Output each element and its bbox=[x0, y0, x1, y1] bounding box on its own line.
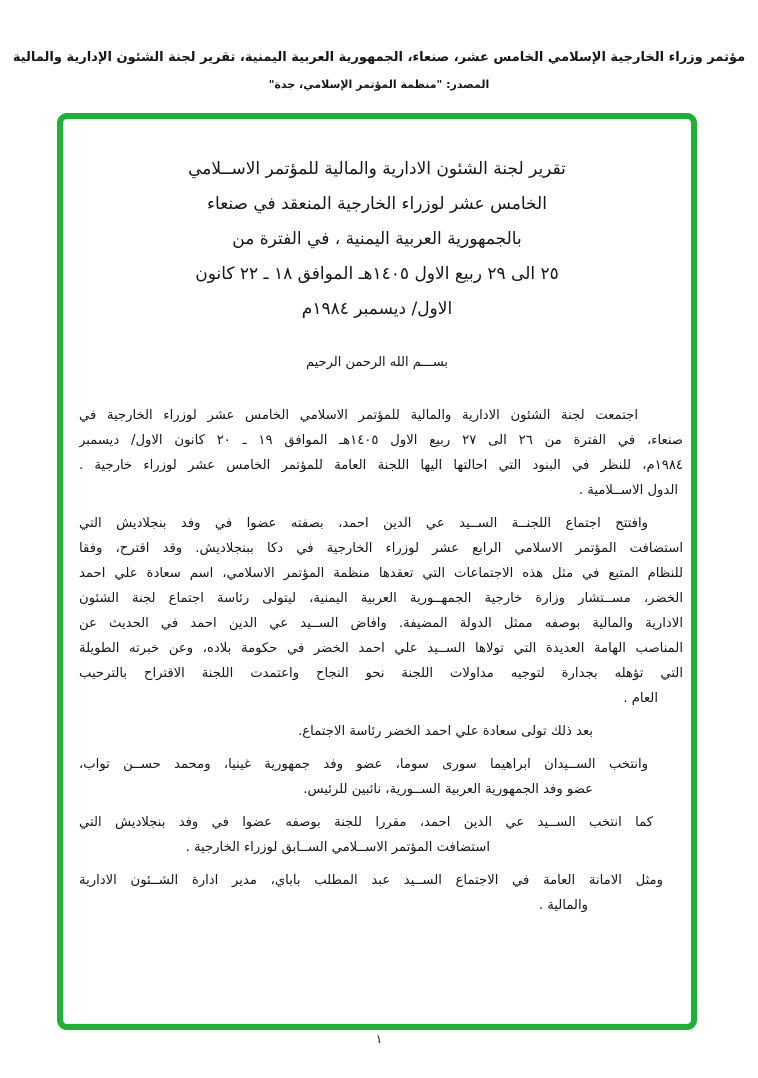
basmala: بســـم الله الرحمن الرحيم bbox=[305, 355, 449, 370]
text-line: استضافت المؤتمر الاسلامي الرابع عشر لوزراء الخارجية في دكا ببنجلاديش. وقد اقترح، وفقا bbox=[79, 541, 683, 556]
text-line: بعد ذلك تولى سعادة علي احمد الخضر رئاسة الاجتماع. bbox=[298, 724, 593, 739]
text-line: عضو وفد الجمهورية العربية الســورية، نائبين للرئيس. bbox=[303, 782, 593, 797]
text-line: والمالية . bbox=[538, 898, 588, 913]
paragraph bbox=[79, 719, 683, 744]
text-line: المناصب الهامة العديدة التي تولاها الســيد علي احمد الخضر في حكومة بلاده، وعن خبرته الطويلة bbox=[79, 641, 683, 656]
header-line-1: مؤتمر وزراء الخارجية الإسلامي الخامس عشر، صنعاء، الجمهورية العربية اليمنية، تقرير لجنة الشئون الإدارية والمالية bbox=[12, 50, 746, 65]
title-line: الخامس عشر لوزراء الخارجية المنعقد في صنعاء bbox=[207, 194, 547, 214]
text-line: العام . bbox=[623, 691, 658, 706]
page-number: ١ bbox=[375, 1032, 383, 1046]
text-line: الدول الاســلامية . bbox=[578, 483, 678, 498]
text-line: صنعاء، في الفترة من ٢٦ الى ٢٧ ربيع الاول ١٤٠٥هـ الموافق ١٩ ـ ٢٠ كانون الاول/ ديسمبر bbox=[79, 433, 683, 448]
title-line: ٢٥ الى ٢٩ ربيع الاول ١٤٠٥هـ الموافق ١٨ ـ ٢٢ كانون bbox=[195, 264, 559, 284]
text-line: التي تؤهله بجدارة لتوجيه مداولات اللجنة نحو النجاح واعتمدت اللجنة الاقتراح بالترحيب bbox=[79, 666, 683, 681]
text-line: الادارية والمالية بوصفه ممثل الدولة المضيفة. وافاض الســيد عي الدين احمد في الحديث عن bbox=[79, 616, 683, 631]
title-line: بالجمهورية العربية اليمنية ، في الفترة من bbox=[232, 229, 522, 249]
text-line: ومثل الامانة العامة في الاجتماع الســيد عبد المطلب باباي، مدير ادارة الشــئون الادارية bbox=[79, 873, 663, 888]
title-line: تقرير لجنة الشئون الادارية والمالية للمؤتمر الاســلامي bbox=[188, 159, 566, 179]
paragraph bbox=[79, 752, 683, 802]
text-line: الخضر، مســتشار وزارة خارجية الجمهــورية العربية اليمنية، ليتولى رئاسة اجتماع لجنة الشئون bbox=[79, 591, 683, 606]
paragraph bbox=[79, 810, 683, 860]
paragraph bbox=[79, 403, 683, 503]
text-line: وافتتح اجتماع اللجنــة الســيد عي الدين احمد، بصفته عضوا في وفد بنجلاديش التي bbox=[79, 516, 648, 531]
text-line: كما انتخب الســيد عي الدين احمد، مقررا للجنة بوصفه عضوا في وفد بنجلاديش التي bbox=[79, 815, 653, 830]
text-line: اجتمعت لجنة الشئون الادارية والمالية للمؤتمر الاسلامي الخامس عشر لوزراء الخارجية في bbox=[79, 408, 638, 423]
text-line: استضافت المؤتمر الاســلامي الســابق لوزراء الخارجية . bbox=[185, 840, 490, 855]
page-header bbox=[0, 50, 758, 91]
text-line: ١٩٨٤م، للنظر في البنود التي احالتها اليها اللجنة العامة للمؤتمر الخامس عشر لوزراء خارجية . bbox=[79, 458, 683, 473]
paragraph bbox=[79, 868, 683, 918]
document-frame bbox=[57, 113, 697, 1030]
title-block bbox=[63, 152, 691, 327]
document-paragraphs bbox=[63, 373, 691, 918]
paragraph bbox=[79, 511, 683, 711]
title-line: الاول/ ديسمبر ١٩٨٤م bbox=[301, 299, 453, 319]
text-line: للنظام المتبع في مثل هذه الاجتماعات التي تعقدها منظمة المؤتمر الاسلامي، اسم سعادة علي احمد bbox=[79, 566, 683, 581]
text-line: وانتخب الســيدان ابراهيما سورى سوما، عضو وفد جمهورية غينيا، ومحمد حســن تواب، bbox=[79, 757, 648, 772]
header-line-2: المصدر: "منظمة المؤتمر الإسلامي، جدة" bbox=[268, 78, 490, 91]
